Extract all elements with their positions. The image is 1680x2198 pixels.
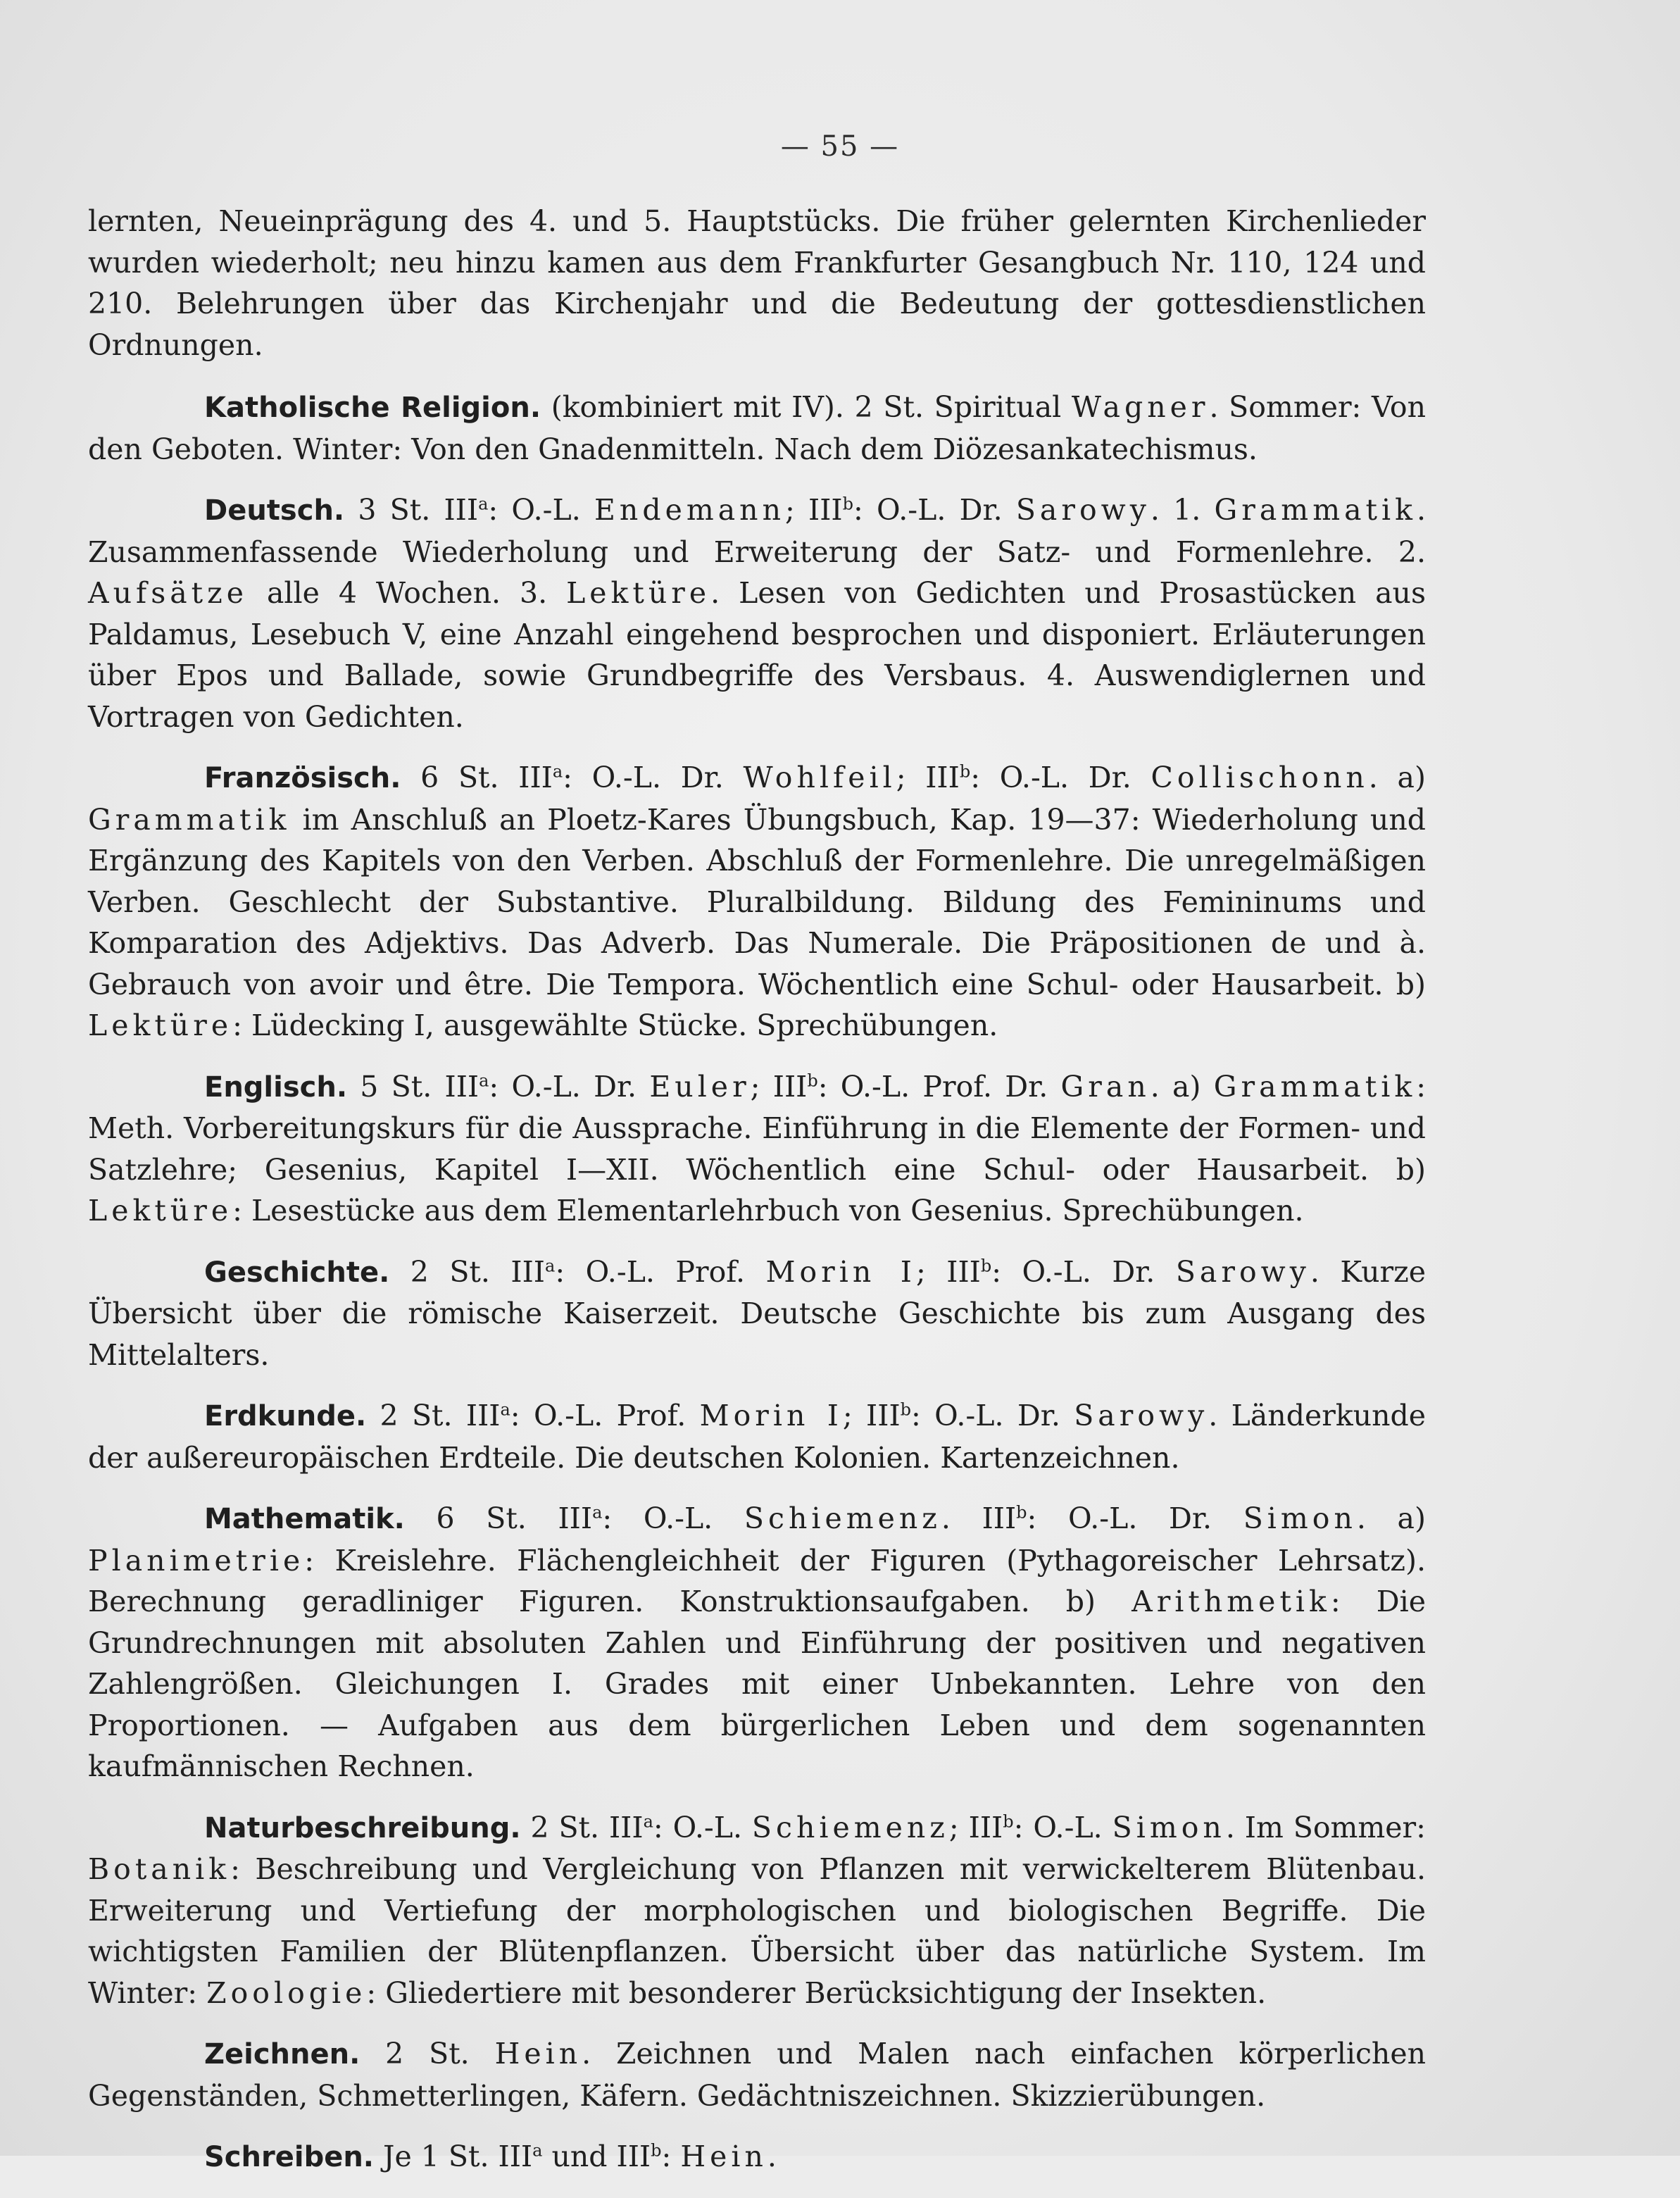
paragraph-german bbox=[88, 489, 1426, 737]
paragraph-drawing bbox=[88, 2033, 1426, 2116]
text-run: (kombiniert mit IV). 2 St. Spiritual bbox=[541, 390, 1072, 424]
text-run: alle 4 Wochen. 3. bbox=[248, 576, 567, 610]
teacher-name: Hein bbox=[494, 2037, 582, 2071]
class-superscript: a bbox=[643, 1811, 653, 1831]
paragraph-history bbox=[88, 1251, 1426, 1376]
topic-heading: Lektüre bbox=[88, 1009, 233, 1042]
class-superscript: a bbox=[532, 2140, 543, 2161]
text-run: 3 St. III bbox=[344, 493, 479, 527]
text-run: . a) bbox=[1368, 761, 1426, 794]
teacher-name: Morin I bbox=[765, 1254, 916, 1289]
topic-heading: Aufsätze bbox=[88, 576, 249, 610]
text-run: : O.-L. Dr. bbox=[489, 1069, 650, 1104]
class-superscript: b bbox=[807, 1070, 818, 1090]
class-superscript: a bbox=[478, 494, 489, 514]
text-run: 6 St. III bbox=[404, 1501, 593, 1535]
text-run: ; III bbox=[915, 1254, 981, 1289]
topic-heading: Grammatik bbox=[88, 802, 291, 837]
subject-heading: Erdkunde. bbox=[204, 1400, 367, 1432]
text-run: : O.-L. Dr. bbox=[991, 1254, 1176, 1289]
topic-heading: Arithmetik bbox=[1132, 1585, 1331, 1618]
topic-heading: Botanik bbox=[88, 1852, 231, 1886]
text-run: : O.-L. Dr. bbox=[853, 493, 1016, 527]
class-superscript: b bbox=[900, 1399, 912, 1420]
subject-heading: Mathematik. bbox=[204, 1503, 405, 1535]
subject-heading: Naturbeschreibung. bbox=[204, 1811, 521, 1844]
subject-heading: Französisch. bbox=[204, 762, 401, 794]
topic-heading: Planimetrie bbox=[88, 1543, 305, 1578]
text-run: . III bbox=[941, 1501, 1017, 1535]
text-run: : O.-L. Prof. Dr. bbox=[817, 1069, 1061, 1104]
class-superscript: b bbox=[842, 494, 853, 514]
text-run: : O.-L. bbox=[488, 493, 594, 527]
page-number: — 55 — bbox=[780, 130, 900, 163]
teacher-name: Sarowy bbox=[1015, 493, 1151, 527]
text-run: ; III bbox=[896, 761, 960, 794]
text-run: : Beschreibung und Vergleichung von Pflanzen mit verwickelterem Blütenbau. Erweiterung und Vertiefung der morphologischen und biologischen Begriffe. Die wichtigsten Familien der Blütenpflanzen. Übersicht über das natürliche System. Im Winter: bbox=[88, 1852, 1426, 2010]
text-run: : O.-L. Prof. bbox=[555, 1254, 766, 1289]
text-run: . bbox=[767, 2140, 777, 2173]
teacher-name: Simon bbox=[1243, 1501, 1357, 1535]
text-run: . Im Sommer: bbox=[1225, 1810, 1426, 1844]
class-superscript: b bbox=[1016, 1502, 1027, 1523]
text-run: ; III bbox=[784, 493, 843, 527]
text-run: . Länderkunde der außereuropäischen Erdteile. Die deutschen Kolonien. Kartenzeichnen. bbox=[88, 1399, 1426, 1475]
teacher-name: Sarowy bbox=[1074, 1399, 1209, 1432]
text-run: 2 St. III bbox=[389, 1254, 545, 1289]
paragraph-english bbox=[88, 1066, 1426, 1232]
text-run: 2 St. III bbox=[366, 1399, 501, 1432]
subject-heading: Geschichte. bbox=[204, 1256, 390, 1289]
subject-heading: Deutsch. bbox=[204, 494, 345, 527]
class-superscript: a bbox=[552, 761, 563, 782]
topic-heading: Lektüre bbox=[88, 1194, 233, 1228]
text-run: . a) bbox=[1150, 1069, 1214, 1104]
teacher-name: Collischonn bbox=[1151, 761, 1369, 794]
text-run: im Anschluß an Ploetz-Kares Übungsbuch, Kap. 19—37: Wiederholung und Ergänzung des Kapitels von den Verben. Abschluß der Formenlehre. Die unregelmäßigen Verben. Geschlecht der Substantive. Pluralbildung. Bildung des Femininums und Komparation des Adjektivs. Das Adverb. Das Numerale. Die Präpositionen de und à. Gebrauch von avoir und être. Die Tempora. Wöchentlich eine Schul- oder Hausarbeit. b) bbox=[88, 802, 1426, 1001]
class-superscript: b bbox=[651, 2140, 662, 2161]
text-run: : O.-L. Dr. bbox=[911, 1399, 1074, 1432]
text-run: Je 1 St. III bbox=[374, 2140, 533, 2173]
paragraph-natural-science bbox=[88, 1807, 1426, 2014]
text-run: 5 St. III bbox=[347, 1069, 479, 1104]
class-superscript: b bbox=[1003, 1811, 1014, 1831]
text-run: . Zeichnen und Malen nach einfachen körperlichen Gegenständen, Schmetterlingen, Käfern. Gedächtniszeichnen. Skizzierübungen. bbox=[88, 2037, 1426, 2113]
text-run: . Kurze Übersicht über die römische Kaiserzeit. Deutsche Geschichte bis zum Ausgang des Mittelalters. bbox=[88, 1254, 1426, 1372]
topic-heading: Grammatik bbox=[1213, 1069, 1417, 1104]
paragraph-french bbox=[88, 757, 1426, 1047]
text-run: : O.-L. Dr. bbox=[563, 761, 744, 794]
class-superscript: b bbox=[980, 1255, 992, 1275]
teacher-name: Simon bbox=[1112, 1810, 1226, 1844]
text-run: 2 St. III bbox=[520, 1810, 644, 1844]
paragraph-continuation: lernten, Neueinprägung des 4. und 5. Hauptstücks. Die früher gelernten Kirchenlieder wurden wiederholt; neu hinzu kamen aus dem Frankfurter Gesangbuch Nr. 110, 124 und 210. Belehrungen über das Kirchenjahr und die Bedeutung der gottesdienstlichen Ordnungen. bbox=[88, 204, 1426, 362]
text-run: : bbox=[661, 2140, 681, 2173]
text-run: ; III bbox=[948, 1810, 1003, 1844]
text-run: ; III bbox=[750, 1069, 808, 1104]
text-run: und III bbox=[542, 2140, 651, 2173]
text-run: . 1. bbox=[1150, 493, 1215, 527]
topic-heading: Zoologie bbox=[206, 1975, 367, 2010]
class-superscript: a bbox=[592, 1502, 603, 1523]
text-run: . Sommer: Von den Geboten. Winter: Von den Gnadenmitteln. Nach dem Diözesankatechismus. bbox=[88, 390, 1426, 466]
teacher-name: Gran bbox=[1060, 1069, 1151, 1104]
text-run: : Die Grundrechnungen mit absoluten Zahlen und Einführung der positiven und negativen Zahlengrößen. Gleichungen I. Grades mit einer Unbekannten. Lehre von den Proportionen. — Aufgaben aus dem bürgerlichen Leben und dem sogenannten kaufmännischen Rechnen. bbox=[88, 1585, 1426, 1783]
paragraph-geography bbox=[88, 1395, 1426, 1478]
text-run: : O.-L. Prof. bbox=[510, 1399, 700, 1432]
teacher-name: Morin I bbox=[699, 1399, 843, 1432]
teacher-name: Wohlfeil bbox=[743, 761, 896, 794]
teacher-name: Schiemenz bbox=[751, 1810, 949, 1844]
topic-heading: Grammatik bbox=[1214, 493, 1417, 527]
text-run: : O.-L. bbox=[602, 1501, 744, 1535]
paragraph-writing bbox=[88, 2136, 1426, 2178]
paragraph-catholic-religion bbox=[88, 387, 1426, 470]
subject-heading: Englisch. bbox=[204, 1070, 348, 1104]
class-superscript: b bbox=[959, 761, 971, 782]
class-superscript: a bbox=[479, 1070, 489, 1090]
paragraph-mathematics bbox=[88, 1498, 1426, 1787]
teacher-name: Endemann bbox=[594, 493, 785, 527]
text-run: : Lesestücke aus dem Elementarlehrbuch von Gesenius. Sprechübungen. bbox=[232, 1194, 1304, 1228]
text-run: : O.-L. bbox=[1013, 1810, 1112, 1844]
text-run: 6 St. III bbox=[401, 761, 553, 794]
text-run: : O.-L. bbox=[653, 1810, 752, 1844]
text-run: . Zusammenfassende Wiederholung und Erweiterung der Satz- und Formenlehre. 2. bbox=[88, 493, 1426, 569]
text-run: . a) bbox=[1356, 1501, 1426, 1535]
subject-heading: Katholische Religion. bbox=[204, 392, 541, 424]
text-run: : Gliedertiere mit besonderer Berücksichtigung der Insekten. bbox=[366, 1975, 1267, 2010]
text-run: : Lüdecking I, ausgewählte Stücke. Sprechübungen. bbox=[232, 1009, 998, 1042]
text-run: 2 St. bbox=[360, 2037, 495, 2071]
teacher-name: Schiemenz bbox=[744, 1501, 941, 1535]
body-text bbox=[88, 201, 1426, 2198]
teacher-name: Sarowy bbox=[1175, 1254, 1310, 1289]
topic-heading: Lektüre bbox=[566, 576, 711, 610]
class-superscript: a bbox=[500, 1399, 510, 1420]
subject-heading: Schreiben. bbox=[204, 2141, 374, 2173]
subject-heading: Zeichnen. bbox=[204, 2038, 361, 2071]
teacher-name: Wagner bbox=[1071, 390, 1210, 424]
teacher-name: Euler bbox=[649, 1069, 751, 1104]
text-run: : Meth. Vorbereitungskurs für die Aussprache. Einführung in die Elemente der Formen- und Satzlehre; Gesenius, Kapitel I—XII. Wöchentlich eine Schul- oder Hausarbeit. b) bbox=[88, 1069, 1427, 1187]
text-run: : Kreislehre. Flächengleichheit der Figuren (Pythagoreischer Lehrsatz). Berechnung geradliniger Figuren. Konstruktionsaufgaben. b) bbox=[88, 1543, 1426, 1618]
text-run: : O.-L. Dr. bbox=[1027, 1501, 1243, 1535]
text-run: . Lesen von Gedichten und Prosastücken aus Paldamus, Lesebuch V, eine Anzahl eingehend besprochen und disponiert. Erläuterungen über Epos und Ballade, sowie Grundbegriffe des Versbaus. 4. Auswendiglernen und Vortragen von Gedichten. bbox=[88, 576, 1426, 734]
teacher-name: Hein bbox=[680, 2140, 767, 2173]
class-superscript: a bbox=[545, 1255, 556, 1275]
text-run: ; III bbox=[842, 1399, 901, 1432]
text-run: : O.-L. Dr. bbox=[970, 761, 1151, 794]
